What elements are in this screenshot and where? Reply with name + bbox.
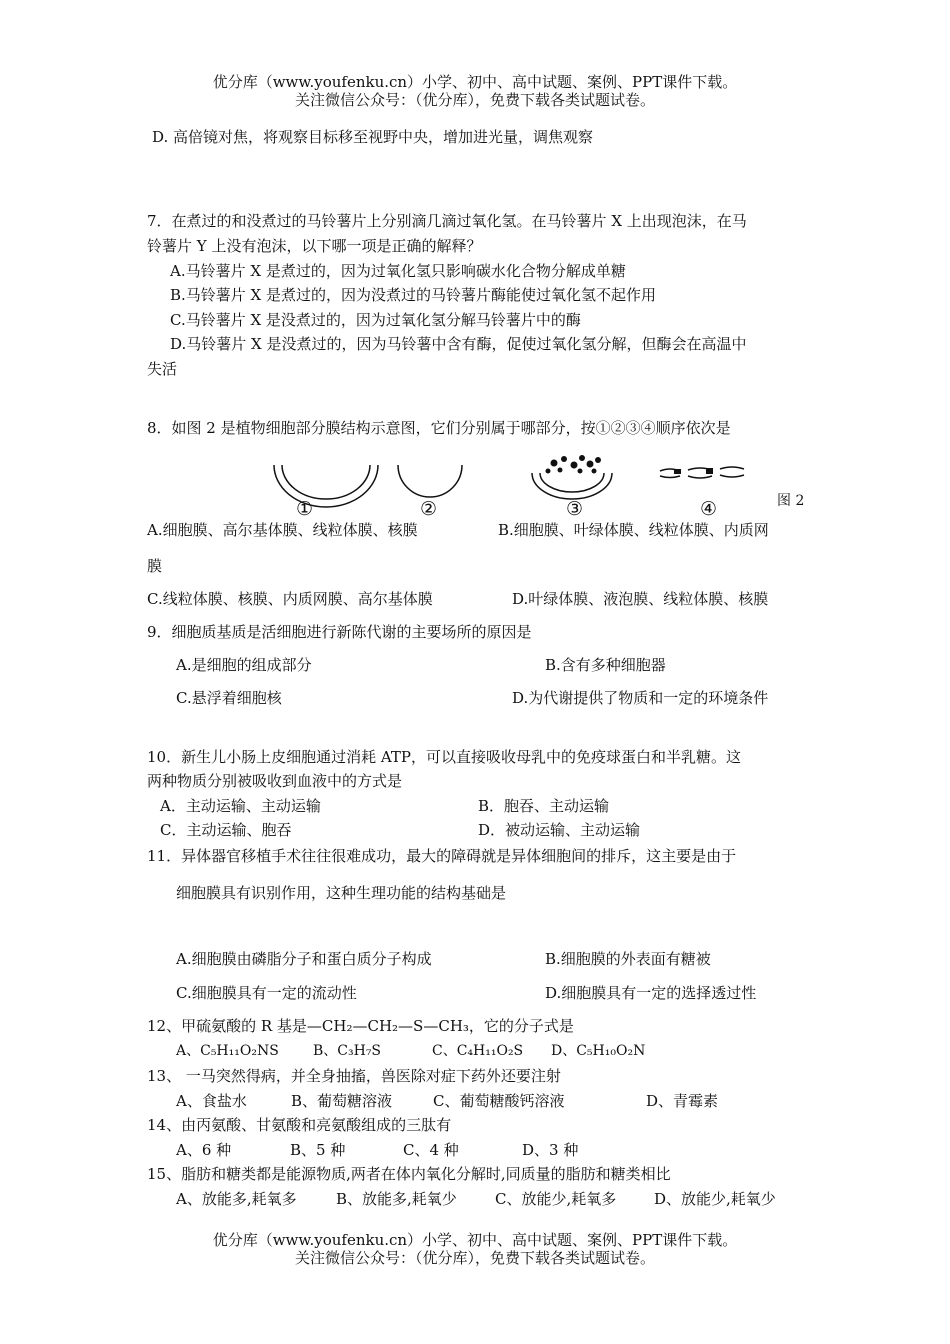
q9-option-b: B.含有多种细胞器 — [545, 656, 666, 674]
membrane-1-inner — [282, 465, 370, 499]
header-line-2: 关注微信公众号：（优分库），免费下载各类试题试卷。 — [294, 91, 655, 109]
header-line-1: 优分库（www.youfenku.cn）小学、初中、高中试题、案例、PPT课件下载。 — [212, 73, 738, 91]
q13-option-c: C、葡萄糖酸钙溶液 — [433, 1092, 565, 1110]
q10-stem-line-1: 10．新生儿小肠上皮细胞通过消耗 ATP，可以直接吸收母乳中的免疫球蛋白和半乳糖。这 — [147, 748, 741, 766]
q9-option-a: A.是细胞的组成部分 — [176, 656, 312, 674]
q13-option-a: A、食盐水 — [176, 1092, 247, 1110]
q13-option-d: D、青霉素 — [646, 1092, 719, 1110]
q13-stem: 13、 一马突然得病，并全身抽搐，兽医除对症下药外还要注射 — [147, 1067, 561, 1085]
q12-stem: 12、甲硫氨酸的 R 基是—CH₂—CH₂—S—CH₃，它的分子式是 — [147, 1017, 574, 1035]
q11-stem-line-2: 细胞膜具有识别作用，这种生理功能的结构基础是 — [176, 884, 507, 902]
q12-option-d: D、C₅H₁₀O₂N — [551, 1043, 646, 1059]
q7-option-c: C.马铃薯片 X 是没煮过的，因为过氧化氢分解马铃薯片中的酶 — [170, 311, 581, 329]
q8-option-d: D.叶绿体膜、液泡膜、线粒体膜、核膜 — [512, 590, 769, 608]
membrane-3-outer — [532, 473, 612, 499]
membrane-3-inner — [540, 473, 604, 492]
q8-option-c: C.线粒体膜、核膜、内质网膜、高尔基体膜 — [147, 590, 433, 608]
q14-option-a: A、6 种 — [176, 1141, 232, 1159]
q10-option-c: C．主动运输、胞吞 — [160, 821, 292, 839]
q14-option-c: C、4 种 — [403, 1141, 459, 1159]
figure-label-1: ① — [296, 498, 314, 520]
q10-option-a: A．主动运输、主动运输 — [160, 797, 321, 815]
figure-2-membranes — [260, 455, 820, 530]
q10-stem-line-2: 两种物质分别被吸收到血液中的方式是 — [147, 772, 403, 790]
q14-stem: 14、由丙氨酸、甘氨酸和亮氨酸组成的三肽有 — [147, 1116, 452, 1134]
q10-option-b: B．胞吞、主动运输 — [478, 797, 610, 815]
q12-option-c: C、C₄H₁₁O₂S — [432, 1043, 524, 1059]
q11-option-a: A.细胞膜由磷脂分子和蛋白质分子构成 — [176, 950, 432, 968]
q15-option-b: B、放能多,耗氧少 — [336, 1190, 457, 1208]
membrane-2 — [398, 465, 462, 497]
q7-option-d: D.马铃薯片 X 是没煮过的，因为马铃薯中含有酶，促使过氧化氢分解，但酶会在高温中 — [170, 335, 747, 353]
q12-option-b: B、C₃H₇S — [313, 1043, 382, 1059]
q13-option-b: B、葡萄糖溶液 — [291, 1092, 393, 1110]
q11-option-c: C.细胞膜具有一定的流动性 — [176, 984, 357, 1002]
q11-option-b: B.细胞膜的外表面有糖被 — [545, 950, 711, 968]
q7-option-d-cont: 失活 — [147, 360, 178, 378]
q14-option-d: D、3 种 — [522, 1141, 579, 1159]
q9-stem: 9．细胞质基质是活细胞进行新陈代谢的主要场所的原因是 — [147, 623, 532, 641]
q11-option-d: D.细胞膜具有一定的选择透过性 — [545, 984, 757, 1002]
q12-option-a: A、C₅H₁₁O₂NS — [176, 1043, 279, 1059]
q7-option-a: A.马铃薯片 X 是煮过的，因为过氧化氢只影响碳水化合物分解成单糖 — [170, 262, 626, 280]
membrane-4 — [660, 467, 744, 478]
q9-option-c: C.悬浮着细胞核 — [176, 689, 282, 707]
q15-option-a: A、放能多,耗氧多 — [176, 1190, 297, 1208]
q15-option-c: C、放能少,耗氧多 — [495, 1190, 617, 1208]
q14-option-b: B、5 种 — [290, 1141, 346, 1159]
membrane-1-outer — [274, 465, 378, 507]
q9-option-d: D.为代谢提供了物质和一定的环境条件 — [512, 689, 769, 707]
q7-stem-line-2: 铃薯片 Y 上没有泡沫，以下哪一项是正确的解释？ — [147, 237, 482, 255]
q11-stem-line-1: 11．异体器官移植手术往往很难成功，最大的障碍就是异体细胞间的排斥，这主要是由于 — [147, 847, 737, 865]
q7-option-b: B.马铃薯片 X 是煮过的，因为没煮过的马铃薯片酶能使过氧化氢不起作用 — [170, 286, 657, 304]
q15-stem: 15、脂肪和糖类都是能源物质,两者在体内氧化分解时,同质量的脂肪和糖类相比 — [147, 1165, 671, 1183]
footer-line-1: 优分库（www.youfenku.cn）小学、初中、高中试题、案例、PPT课件下载。 — [212, 1231, 738, 1249]
q15-option-d: D、放能少,耗氧少 — [654, 1190, 776, 1208]
figure-label-3: ③ — [566, 498, 584, 520]
membrane-3-particles — [546, 455, 602, 474]
figure-caption: 图 2 — [777, 493, 805, 509]
q8-option-b-cont: 膜 — [147, 557, 163, 575]
q10-option-d: D．被动运输、主动运输 — [478, 821, 641, 839]
q8-option-a: A.细胞膜、高尔基体膜、线粒体膜、核膜 — [147, 521, 418, 539]
q7-stem-line-1: 7．在煮过的和没煮过的马铃薯片上分别滴几滴过氧化氢。在马铃薯片 X 上出现泡沫，在马 — [147, 212, 747, 230]
q8-stem: 8．如图 2 是植物细胞部分膜结构示意图，它们分别属于哪部分，按①②③④顺序依次是 — [147, 419, 731, 437]
figure-label-4: ④ — [700, 498, 718, 520]
figure-label-2: ② — [420, 498, 438, 520]
q6-option-d: D. 高倍镜对焦，将观察目标移至视野中央，增加进光量，调焦观察 — [152, 128, 594, 146]
footer-line-2: 关注微信公众号：（优分库），免费下载各类试题试卷。 — [294, 1249, 655, 1267]
q8-option-b: B.细胞膜、叶绿体膜、线粒体膜、内质网 — [498, 521, 769, 539]
